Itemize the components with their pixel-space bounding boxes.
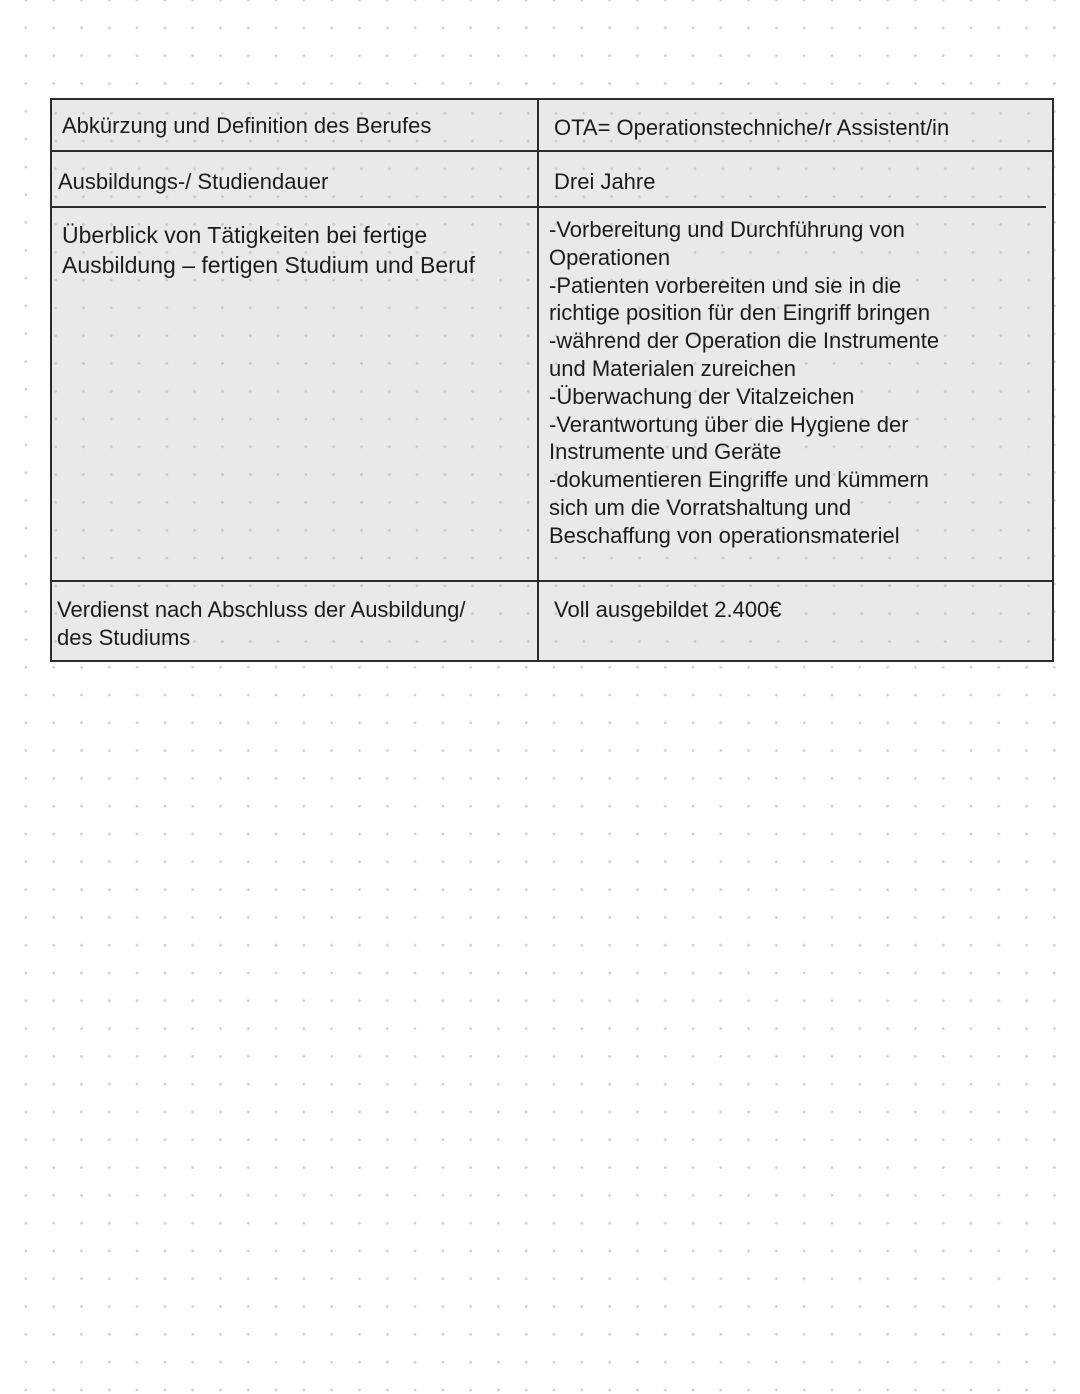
- list-item: -Verantwortung über die Hygiene der: [549, 411, 909, 437]
- row-divider: [52, 150, 1052, 152]
- list-item: sich um die Vorratshaltung und: [549, 494, 852, 520]
- column-divider: [537, 100, 539, 660]
- table-row-label-duration: Ausbildungs-/ Studiendauer: [58, 169, 329, 194]
- table-row-label-salary: Verdienst nach Abschluss der Ausbildung/ des Studiums: [57, 597, 466, 650]
- list-item: richtige position für den Eingriff bringen: [549, 300, 931, 326]
- table-row-value-salary: Voll ausgebildet 2.400€: [554, 597, 782, 622]
- table-row-value-duration: Drei Jahre: [554, 169, 656, 194]
- activity-list: [549, 216, 939, 550]
- list-item: -dokumentieren Eingriffe und kümmern: [549, 467, 929, 493]
- table-row-label-abbreviation: Abkürzung und Definition des Berufes: [62, 113, 432, 138]
- list-item: -Überwachung der Vitalzeichen: [549, 383, 855, 409]
- job-profile-table: [50, 98, 1054, 662]
- list-item: Beschaffung von operationsmateriel: [549, 522, 900, 548]
- list-item: -Vorbereitung und Durchführung von: [549, 217, 905, 242]
- list-item: -während der Operation die Instrumente: [549, 328, 940, 354]
- row-divider: [52, 580, 1052, 582]
- table-row-label-activities: Überblick von Tätigkeiten bei fertige Ausbildung – fertigen Studium und Beruf: [62, 222, 475, 278]
- list-item: Operationen: [549, 244, 671, 270]
- list-item: und Materialen zureichen: [549, 355, 797, 381]
- list-item: -Patienten vorbereiten und sie in die: [549, 272, 902, 298]
- table-row-value-abbreviation: OTA= Operationstechniche/r Assistent/in: [554, 115, 950, 140]
- list-item: Instrumente und Geräte: [549, 439, 782, 465]
- row-divider: [52, 206, 1046, 208]
